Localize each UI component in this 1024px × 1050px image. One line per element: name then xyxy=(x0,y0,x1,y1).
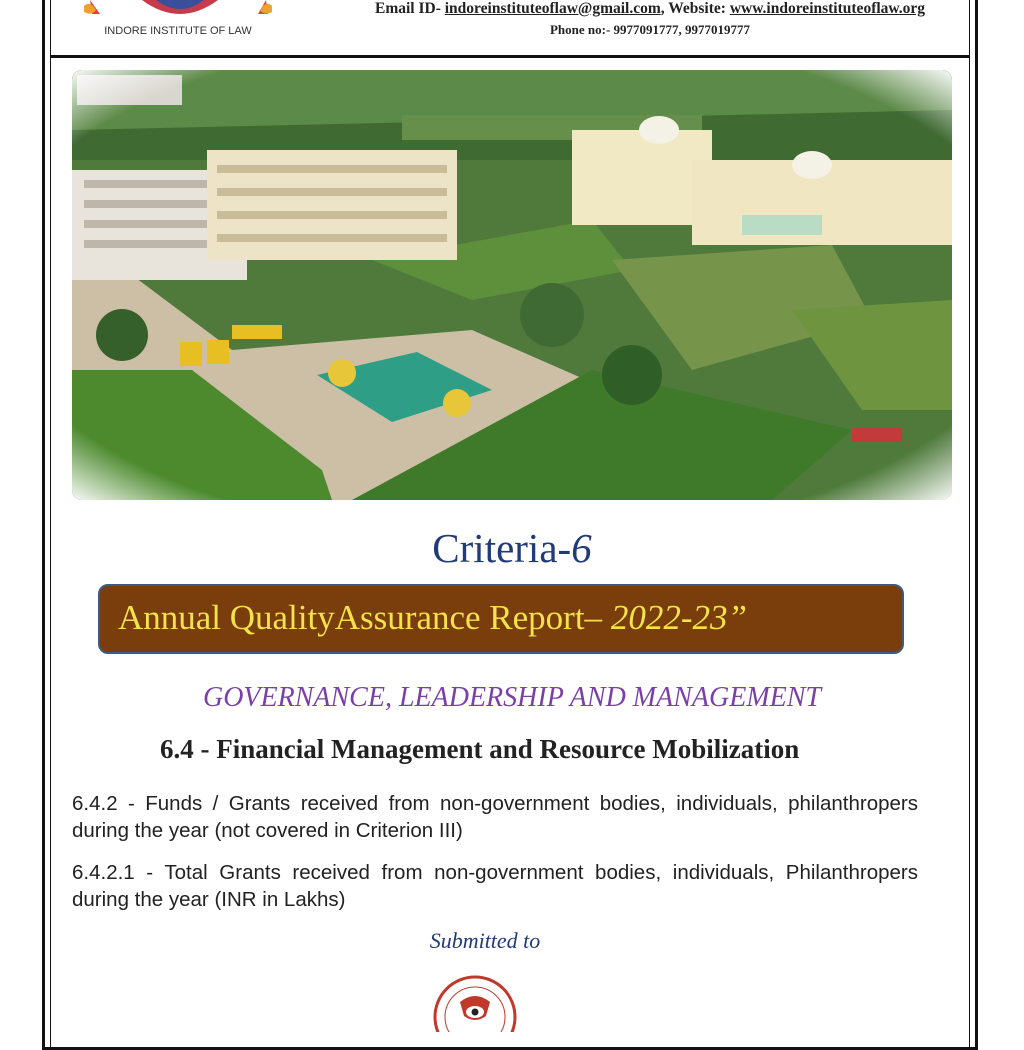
subsection-title: 6.4 - Financial Management and Resource Mobilization xyxy=(160,734,800,764)
criteria-number: 6 xyxy=(571,525,592,571)
metric-item: 6.4.2.1 - Total Grants received from non-government bodies, individuals, Philanthropers during the year (INR in Lakhs) xyxy=(72,861,918,911)
website-label: , Website: xyxy=(660,0,726,17)
header-divider xyxy=(50,55,970,58)
institute-logo xyxy=(70,0,288,46)
metric-item: 6.4.2 - Funds / Grants received from non-government bodies, individuals, philanthropers during the year (not covered in Criterion III) xyxy=(72,792,918,842)
banner-report-name: Annual QualityAssurance Report– xyxy=(118,598,611,637)
email-link[interactable]: indoreinstituteoflaw@gmail.com xyxy=(444,0,661,17)
logo-caption: INDORE INSTITUTE OF LAW xyxy=(104,25,252,37)
contact-phone-line: Phone no:- 9977091777, 9977019777 xyxy=(549,22,751,37)
naac-seal xyxy=(430,972,520,1032)
banner-text xyxy=(118,598,747,638)
criteria-prefix: Criteria- xyxy=(432,525,572,571)
website-link[interactable]: www.indoreinstituteoflaw.org xyxy=(729,0,926,17)
criteria-title xyxy=(0,524,1024,572)
banner-year: 2022-23” xyxy=(610,598,747,637)
email-label: Email ID- xyxy=(374,0,441,17)
campus-aerial-photo xyxy=(72,70,952,500)
report-banner xyxy=(98,584,904,654)
section-title: GOVERNANCE, LEADERSHIP AND MANAGEMENT xyxy=(202,682,822,713)
submitted-to-label: Submitted to xyxy=(429,928,541,953)
contact-email-line xyxy=(320,0,980,18)
